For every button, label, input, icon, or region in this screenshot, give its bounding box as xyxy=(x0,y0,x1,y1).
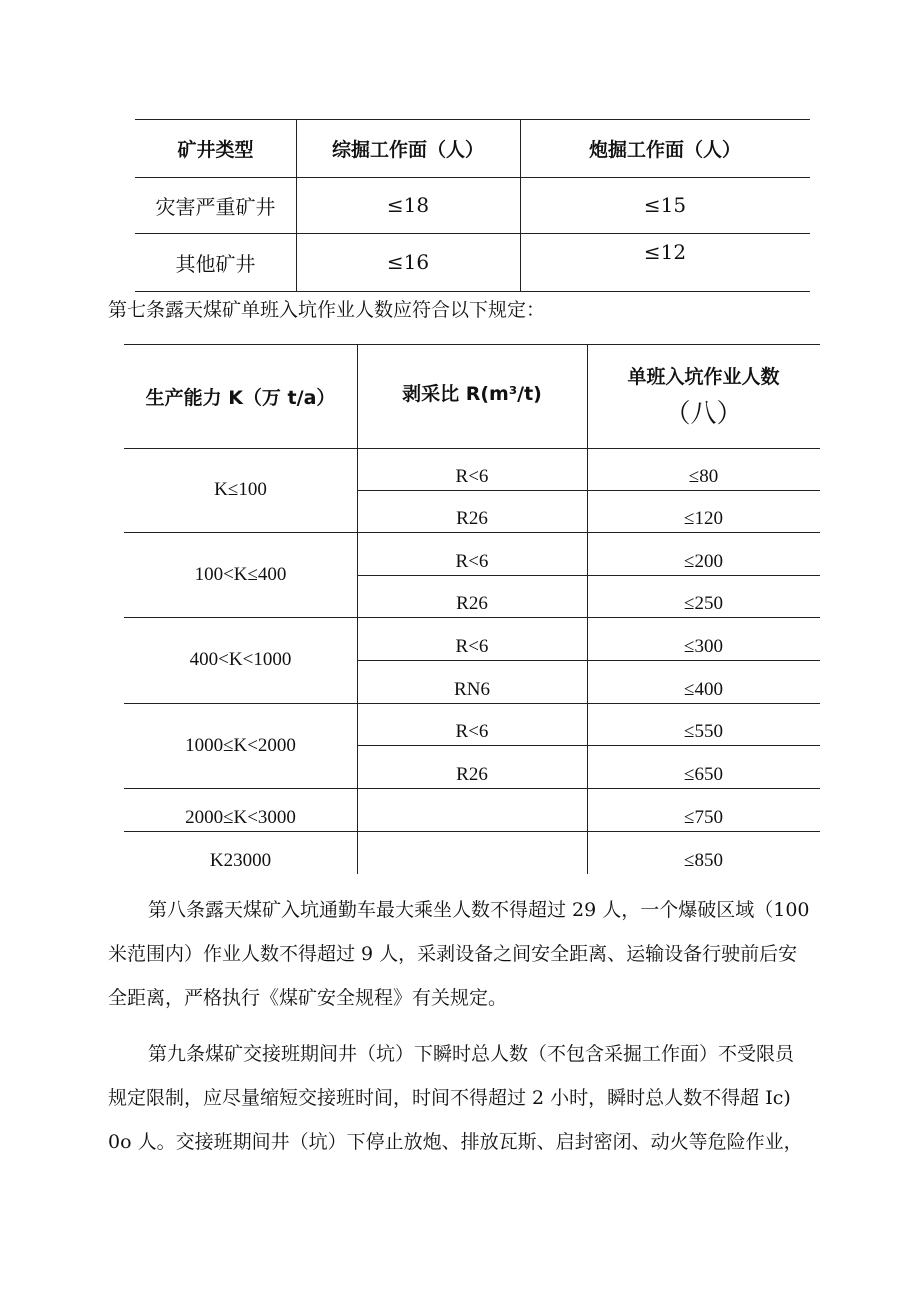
persons-cell: ≤250 xyxy=(684,593,723,614)
row-label: 其他矿井 xyxy=(175,251,256,276)
ratio-cell xyxy=(357,839,587,882)
table-cell: ≤12 xyxy=(643,240,687,264)
persons-cell: ≤80 xyxy=(688,466,719,487)
capacity-cell: 2000≤K<3000 xyxy=(185,806,296,828)
header-persons-line2: （八） xyxy=(664,399,743,429)
persons-cell: ≤750 xyxy=(684,806,723,828)
header-mine-type: 矿井类型 xyxy=(177,138,254,161)
capacity-cell: K23000 xyxy=(209,849,272,871)
capacity-cell: 400<K<1000 xyxy=(189,649,292,670)
ratio-cell: R26 xyxy=(456,593,488,614)
header-persons-line1: 单班入坑作业人数 xyxy=(627,366,780,388)
ratio-cell: RN6 xyxy=(454,678,490,700)
paragraph-line: 全距离，严格执行《煤矿安全规程》有关规定。 xyxy=(108,987,508,1009)
ratio-cell: R<6 xyxy=(455,635,489,657)
paragraph-line: 规定限制，应尽量缩短交接班时间，时间不得超过 2 小时，瞬时总人数不得超 Ic) xyxy=(108,1087,791,1109)
capacity-cell: 100<K≤400 xyxy=(194,563,287,585)
ratio-cell xyxy=(357,796,587,839)
header-stripping-ratio xyxy=(357,344,587,448)
ratio-cell: R<6 xyxy=(455,550,489,572)
table-cell: ≤16 xyxy=(386,250,430,274)
persons-cell: ≤120 xyxy=(684,508,723,529)
article-7-text: 第七条露天煤矿单班入坑作业人数应符合以下规定： xyxy=(108,299,546,321)
capacity-cell: 1000≤K<2000 xyxy=(185,734,296,756)
persons-cell: ≤200 xyxy=(684,550,723,572)
persons-cell: ≤400 xyxy=(684,678,723,700)
article-8-paragraph xyxy=(108,888,838,1020)
paragraph-line: 0o 人。交接班期间井（坑）下停止放炮、排放瓦斯、启封密闭、动火等危险作业， xyxy=(108,1131,803,1153)
open-pit-staffing-table xyxy=(124,344,820,875)
table-cell: ≤18 xyxy=(386,193,430,217)
ratio-cell: R<6 xyxy=(455,721,489,742)
paragraph-line: 第八条露天煤矿入坑通勤车最大乘坐人数不得超过 29 人，一个爆破区域（100 xyxy=(148,899,810,921)
persons-cell: ≤300 xyxy=(684,635,723,657)
persons-cell: ≤550 xyxy=(684,721,723,742)
paragraph-line: 米范围内）作业人数不得超过 9 人，采剥设备之间安全距离、运输设备行驶前后安 xyxy=(108,943,798,965)
paragraph-line: 第九条煤矿交接班期间井（坑）下瞬时总人数（不包含采掘工作面）不受限员 xyxy=(148,1043,795,1065)
header-blasting: 炮掘工作面（人） xyxy=(588,138,741,161)
capacity-cell: K≤100 xyxy=(214,479,267,500)
header-stripping-ratio-text: 剥采比 R(m³/t) xyxy=(402,382,542,405)
header-capacity: 生产能力 K（万 t/a） xyxy=(145,386,336,409)
header-persons xyxy=(587,344,820,448)
persons-cell: ≤650 xyxy=(684,763,723,785)
table-rule xyxy=(135,291,810,292)
persons-cell: ≤850 xyxy=(684,849,723,871)
row-label: 灾害严重矿井 xyxy=(155,194,276,219)
header-fully-mechanized: 综掘工作面（人） xyxy=(331,138,484,161)
ratio-cell: R<6 xyxy=(455,466,489,487)
mine-type-table xyxy=(135,119,810,292)
ratio-cell: R26 xyxy=(456,763,488,785)
article-9-paragraph xyxy=(108,1032,838,1164)
ratio-cell: R26 xyxy=(456,508,488,529)
table-cell: ≤15 xyxy=(643,193,687,217)
